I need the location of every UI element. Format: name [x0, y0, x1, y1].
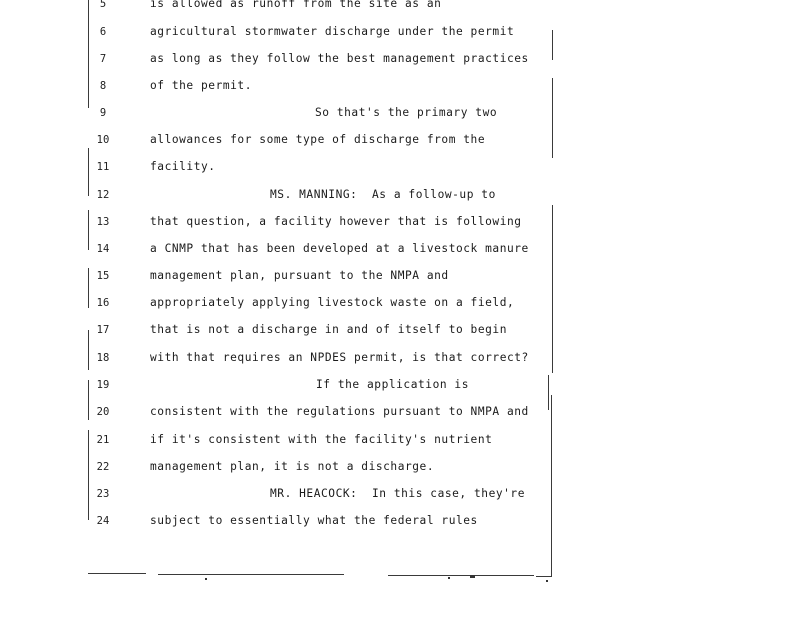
right-margin-rule [552, 78, 553, 158]
transcript-line: allowances for some type of discharge from the [150, 133, 486, 146]
transcript-line: appropriately applying livestock waste on a field, [150, 296, 515, 309]
line-number: 16 [96, 297, 110, 309]
line-number: 9 [99, 107, 107, 119]
scan-speck [470, 575, 475, 578]
transcript-line: is allowed as runoff from the site as an [150, 0, 442, 10]
scan-speck [448, 577, 450, 579]
left-margin-rule [88, 148, 89, 196]
scan-speck [546, 580, 548, 582]
line-number: 13 [96, 216, 110, 228]
line-number: 24 [96, 515, 110, 527]
transcript-line: So that's the primary two [315, 106, 498, 119]
transcript-line: agricultural stormwater discharge under the permit [150, 25, 515, 38]
bottom-rule [88, 573, 146, 574]
line-number: 12 [96, 189, 110, 201]
transcript-line: management plan, it is not a discharge. [150, 460, 435, 473]
transcript-line: as long as they follow the best management practices [150, 52, 529, 65]
line-number: 17 [96, 324, 110, 336]
left-margin-rule [88, 380, 89, 420]
left-margin-rule [88, 330, 89, 370]
right-margin-rule [552, 205, 553, 373]
line-number: 15 [96, 270, 110, 282]
transcript-line: facility. [150, 160, 216, 173]
line-number: 8 [99, 80, 107, 92]
transcript-line: with that requires an NPDES permit, is that correct? [150, 351, 529, 364]
transcript-line: that is not a discharge in and of itself to begin [150, 323, 507, 336]
right-margin-rule [552, 30, 553, 60]
transcript-line: consistent with the regulations pursuant to NMPA and [150, 405, 529, 418]
left-margin-rule [88, 268, 89, 308]
line-number: 19 [96, 379, 110, 391]
line-number: 11 [96, 161, 110, 173]
line-number: 20 [96, 406, 110, 418]
transcript-line: that question, a facility however that is following [150, 215, 522, 228]
bottom-rule [388, 575, 534, 576]
transcript-line: MR. HEACOCK: In this case, they're [270, 487, 525, 500]
line-number: 5 [99, 0, 107, 10]
right-margin-rule [551, 395, 552, 577]
line-number: 23 [96, 488, 110, 500]
left-margin-rule [88, 210, 89, 250]
line-number: 21 [96, 434, 110, 446]
bottom-rule [158, 574, 344, 575]
line-number: 14 [96, 243, 110, 255]
transcript-line: If the application is [316, 378, 469, 391]
line-number: 10 [96, 134, 110, 146]
transcript-line: MS. MANNING: As a follow-up to [270, 188, 496, 201]
line-number: 22 [96, 461, 110, 473]
transcript-line: if it's consistent with the facility's nutrient [150, 433, 493, 446]
transcript-line: of the permit. [150, 79, 252, 92]
transcript-line: subject to essentially what the federal rules [150, 514, 478, 527]
right-margin-rule [548, 375, 549, 410]
transcript-line: management plan, pursuant to the NMPA and [150, 269, 449, 282]
line-number: 7 [99, 53, 107, 65]
left-margin-rule [88, 0, 89, 108]
line-number: 18 [96, 352, 110, 364]
transcript-line: a CNMP that has been developed at a livestock manure [150, 242, 529, 255]
bottom-rule [536, 576, 552, 577]
scan-speck [205, 578, 207, 580]
left-margin-rule [88, 430, 89, 520]
line-number: 6 [99, 26, 107, 38]
